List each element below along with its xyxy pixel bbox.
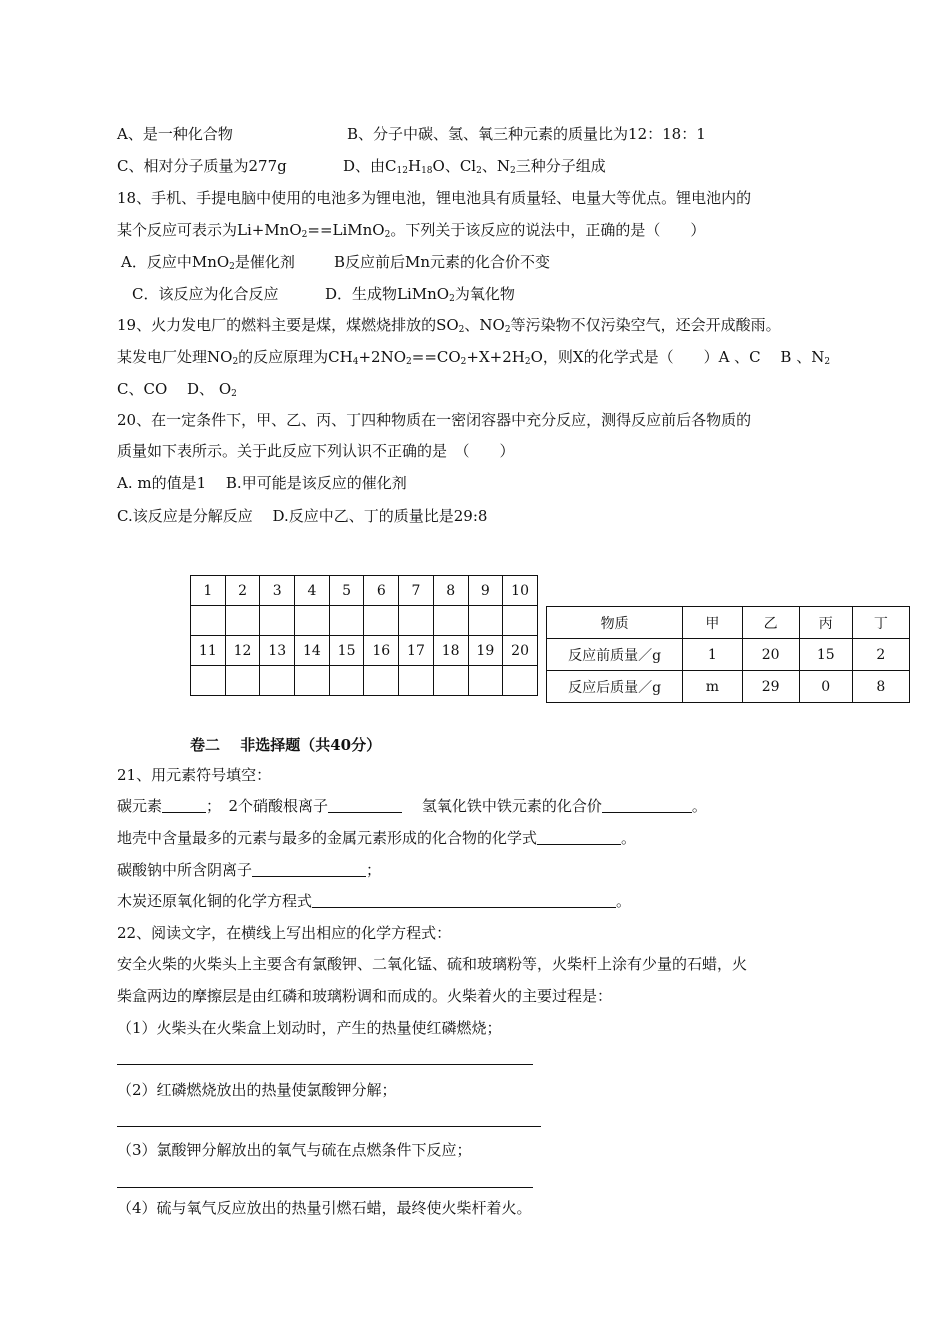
answer-blank-cell[interactable] <box>433 606 468 636</box>
q18-option-c: C．该反应为化合反应 <box>132 285 279 303</box>
answer-blank[interactable] <box>162 796 206 813</box>
answer-grid-cell: 6 <box>364 576 399 606</box>
answer-blank[interactable] <box>312 891 616 908</box>
answer-line[interactable] <box>117 1126 541 1127</box>
answer-blank-cell[interactable] <box>225 666 260 696</box>
answer-grid-cell: 10 <box>503 576 538 606</box>
q18-stem-line2: 某个反应可表示为Li+MnO$_2$==LiMnO$_2$。下列关于该反应的说法中，正确的是（ ） <box>117 221 706 240</box>
q22-step3: （3）氯酸钾分解放出的氧气与硫在点燃条件下反应； <box>117 1141 472 1159</box>
table-row <box>547 639 910 671</box>
q19-options-cd: C、CO D、 $O_2$ <box>117 380 237 399</box>
answer-grid-cell: 4 <box>295 576 330 606</box>
answer-blank-cell[interactable] <box>468 666 503 696</box>
table-cell: m <box>683 671 742 703</box>
answer-blank-cell[interactable] <box>329 666 364 696</box>
q17-options-cd <box>117 156 606 176</box>
answer-grid-cell: 18 <box>433 636 468 666</box>
q18-option-a: A．反应中MnO$_2$是催化剂 <box>121 253 295 272</box>
q18-stem-line1: 18、手机、手提电脑中使用的电池多为锂电池，锂电池具有质量轻、电量大等优点。锂电池内的 <box>117 189 752 207</box>
reaction-mass-table <box>546 606 910 703</box>
q18-option-b: B反应前后Mn元素的化合价不变 <box>334 253 551 271</box>
answer-grid <box>190 575 538 696</box>
answer-grid-row-numbers-2 <box>191 636 538 666</box>
answer-grid-cell: 19 <box>468 636 503 666</box>
answer-grid-cell: 15 <box>329 636 364 666</box>
table-cell: 反应前质量／g <box>547 639 683 671</box>
table-cell: 29 <box>742 671 799 703</box>
answer-grid-cell: 3 <box>260 576 295 606</box>
q20-stem-line1: 20、在一定条件下，甲、乙、丙、丁四种物质在一密闭容器中充分反应，测得反应前后各物质的 <box>117 411 752 429</box>
table-cell: 20 <box>742 639 799 671</box>
answer-blank-cell[interactable] <box>260 666 295 696</box>
answer-grid-row-blank-1 <box>191 606 538 636</box>
table-header-cell: 丙 <box>799 607 852 639</box>
answer-grid-cell: 13 <box>260 636 295 666</box>
answer-grid-cell: 8 <box>433 576 468 606</box>
answer-blank[interactable] <box>328 796 402 813</box>
answer-blank[interactable] <box>252 860 366 877</box>
answer-line[interactable] <box>117 1064 533 1065</box>
q22-step2: （2）红磷燃烧放出的热量使氯酸钾分解； <box>117 1081 397 1099</box>
answer-blank-cell[interactable] <box>295 606 330 636</box>
q22-paragraph-line2: 柴盒两边的摩擦层是由红磷和玻璃粉调和而成的。火柴着火的主要过程是： <box>117 987 613 1005</box>
answer-blank-cell[interactable] <box>260 606 295 636</box>
table-header-row <box>547 607 910 639</box>
answer-grid-cell: 1 <box>191 576 226 606</box>
q20-options-ab: A. m的值是1 B.甲可能是该反应的催化剂 <box>117 474 407 492</box>
q17-option-a: A、是一种化合物 <box>117 125 233 143</box>
q21-line1: 碳元素 ； 2个硝酸根离子 氢氧化铁中铁元素的化合价 。 <box>117 797 707 815</box>
q17-options-ab <box>117 124 706 144</box>
answer-grid-cell: 14 <box>295 636 330 666</box>
answer-blank-cell[interactable] <box>191 666 226 696</box>
answer-blank-cell[interactable] <box>433 666 468 696</box>
q21-line2: 地壳中含量最多的元素与最多的金属元素形成的化合物的化学式 。 <box>117 829 637 847</box>
q22-step1: （1）火柴头在火柴盒上划动时，产生的热量使红磷燃烧； <box>117 1019 502 1037</box>
table-header-cell: 丁 <box>852 607 909 639</box>
table-cell: 15 <box>799 639 852 671</box>
q20-options-cd: C.该反应是分解反应 D.反应中乙、丁的质量比是29:8 <box>117 507 488 525</box>
answer-blank-cell[interactable] <box>364 606 399 636</box>
table-header-cell: 物质 <box>547 607 683 639</box>
answer-grid-cell: 2 <box>225 576 260 606</box>
answer-grid-cell: 17 <box>399 636 434 666</box>
q19-stem-line1: 19、火力发电厂的燃料主要是煤，煤燃烧排放的$SO_2$、$NO_2$等污染物不仅污染空气，还会开成酸雨。 <box>117 316 781 335</box>
answer-blank-cell[interactable] <box>364 666 399 696</box>
answer-grid-cell: 11 <box>191 636 226 666</box>
q17-option-d: D、由$C_{12}H_{18}O$、$Cl_2$、$N_2$三种分子组成 <box>343 157 606 176</box>
q19-stem-line2: 某发电厂处理$NO_2$的反应原理为$CH_4+2NO_2==CO_2+X+2H_2O$，则X的化学式是（ ）A 、C B 、$N_2$ <box>117 348 831 367</box>
table-cell: 8 <box>852 671 909 703</box>
table-cell: 0 <box>799 671 852 703</box>
table-header-cell: 乙 <box>742 607 799 639</box>
table-cell: 1 <box>683 639 742 671</box>
table-header-cell: 甲 <box>683 607 742 639</box>
answer-blank-cell[interactable] <box>225 606 260 636</box>
answer-blank-cell[interactable] <box>399 666 434 696</box>
table-row <box>547 671 910 703</box>
answer-grid-cell: 5 <box>329 576 364 606</box>
q20-stem-line2: 质量如下表所示。关于此反应下列认识不正确的是 （ ） <box>117 442 515 460</box>
q21-line4: 木炭还原氧化铜的化学方程式 。 <box>117 892 632 910</box>
answer-blank-cell[interactable] <box>399 606 434 636</box>
answer-grid-cell: 12 <box>225 636 260 666</box>
answer-blank-cell[interactable] <box>295 666 330 696</box>
answer-blank-cell[interactable] <box>468 606 503 636</box>
q18-options-cd <box>132 284 515 304</box>
answer-grid-row-numbers-1 <box>191 576 538 606</box>
section-title: 卷二 非选择题（共40分） <box>190 736 382 754</box>
table-cell: 2 <box>852 639 909 671</box>
q22-title: 22、阅读文字，在横线上写出相应的化学方程式： <box>117 924 452 942</box>
answer-blank[interactable] <box>602 796 692 813</box>
q22-paragraph-line1: 安全火柴的火柴头上主要含有氯酸钾、二氧化锰、硫和玻璃粉等，火柴杆上涂有少量的石蜡，火 <box>117 955 748 973</box>
answer-blank-cell[interactable] <box>503 666 538 696</box>
q18-option-d: D．生成物LiMnO$_2$为氧化物 <box>325 285 515 304</box>
q22-step4: （4）硫与氧气反应放出的热量引燃石蜡，最终使火柴杆着火。 <box>117 1199 532 1217</box>
answer-grid-cell: 20 <box>503 636 538 666</box>
q17-option-c: C、相对分子质量为277g <box>117 157 287 175</box>
answer-grid-cell: 7 <box>399 576 434 606</box>
answer-blank-cell[interactable] <box>329 606 364 636</box>
table-cell: 反应后质量／g <box>547 671 683 703</box>
answer-blank[interactable] <box>537 828 621 845</box>
q18-options-ab <box>121 252 551 272</box>
answer-grid-cell: 16 <box>364 636 399 666</box>
answer-blank-cell[interactable] <box>503 606 538 636</box>
answer-grid-row-blank-2 <box>191 666 538 696</box>
answer-blank-cell[interactable] <box>191 606 226 636</box>
answer-grid-cell: 9 <box>468 576 503 606</box>
q21-title: 21、用元素符号填空： <box>117 766 272 784</box>
answer-line[interactable] <box>117 1187 533 1188</box>
q21-line3: 碳酸钠中所含阴离子 ； <box>117 861 382 879</box>
q17-option-b: B、分子中碳、氢、氧三种元素的质量比为12：18：1 <box>347 125 706 143</box>
